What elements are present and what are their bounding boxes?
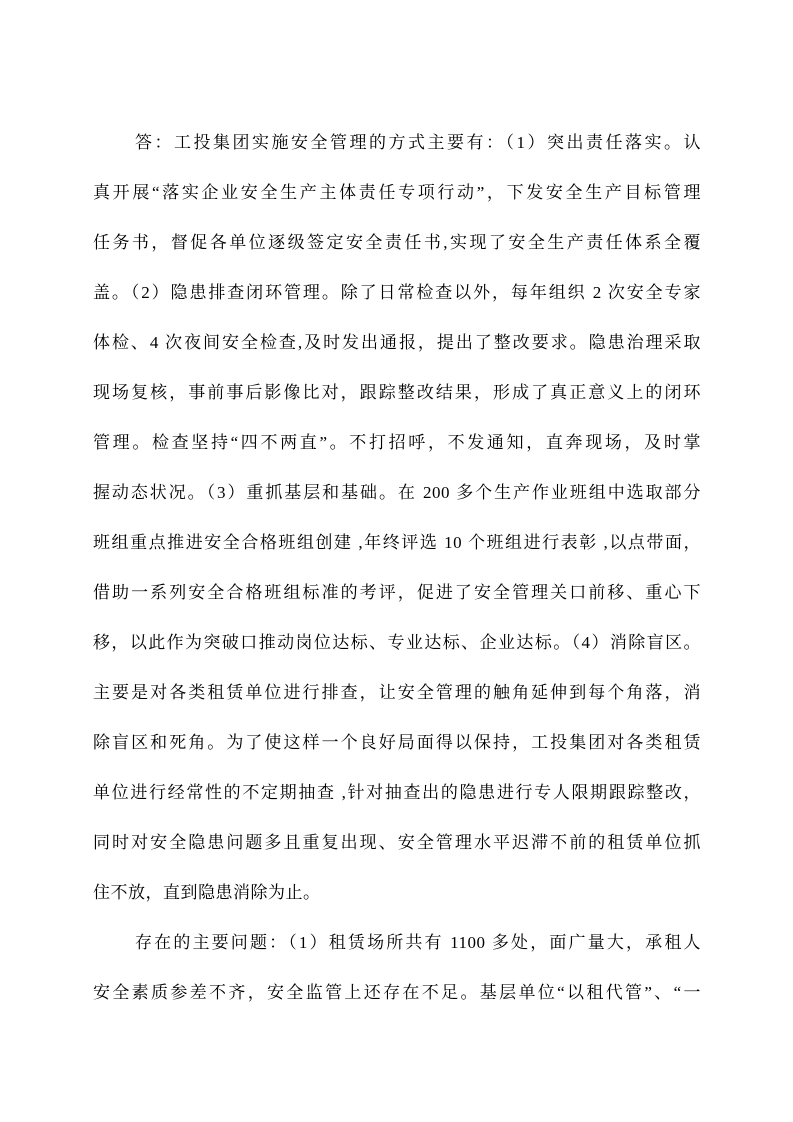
text-line: 除盲区和死角。为了使这样一个良好局面得以保持，工投集团对各类租赁 [93, 733, 701, 752]
paragraph-problems [93, 918, 701, 1018]
text-line: 盖。（2）隐患排查闭环管理。除了日常检查以外，每年组织 2 次安全专家 [93, 283, 701, 302]
text-line: 移，以此作为突破口推动岗位达标、专业达标、企业达标。（4）消除盲区。 [93, 633, 701, 652]
text-line: 现场复核，事前事后影像比对，跟踪整改结果，形成了真正意义上的闭环 [93, 383, 701, 402]
text-line: 体检、4 次夜间安全检查,及时发出通报，提出了整改要求。隐患治理采取 [93, 333, 701, 352]
text-line: 安全素质参差不齐，安全监管上还存在不足。基层单位“以租代管”、“一 [93, 983, 701, 1002]
text-line: 单位进行经常性的不定期抽查 ,针对抽查出的隐患进行专人限期跟踪整改， [93, 783, 701, 802]
text-line: 同时对安全隐患问题多且重复出现、安全管理水平迟滞不前的租赁单位抓 [93, 833, 701, 852]
text-line: 任务书，督促各单位逐级签定安全责任书,实现了安全生产责任体系全覆 [93, 233, 701, 252]
text-line: 管理。检查坚持“四不两直”。不打招呼，不发通知，直奔现场，及时掌 [93, 433, 701, 452]
text-block [93, 118, 701, 1018]
text-line: 存在的主要问题：（1）租赁场所共有 1100 多处，面广量大，承租人 [135, 933, 701, 952]
text-line: 答：工投集团实施安全管理的方式主要有：（1）突出责任落实。认 [135, 133, 701, 152]
text-line: 主要是对各类租赁单位进行排查，让安全管理的触角延伸到每个角落，消 [93, 683, 701, 702]
paragraph-answer [93, 118, 701, 918]
text-line: 班组重点推进安全合格班组创建 ,年终评选 10 个班组进行表彰 ,以点带面， [93, 533, 701, 552]
text-line: 住不放，直到隐患消除为止。 [93, 883, 321, 902]
text-line: 借助一系列安全合格班组标准的考评，促进了安全管理关口前移、重心下 [93, 583, 701, 602]
text-line: 真开展“落实企业安全生产主体责任专项行动”，下发安全生产目标管理 [93, 183, 701, 202]
text-line: 握动态状况。（3）重抓基层和基础。在 200 多个生产作业班组中选取部分 [93, 483, 701, 502]
